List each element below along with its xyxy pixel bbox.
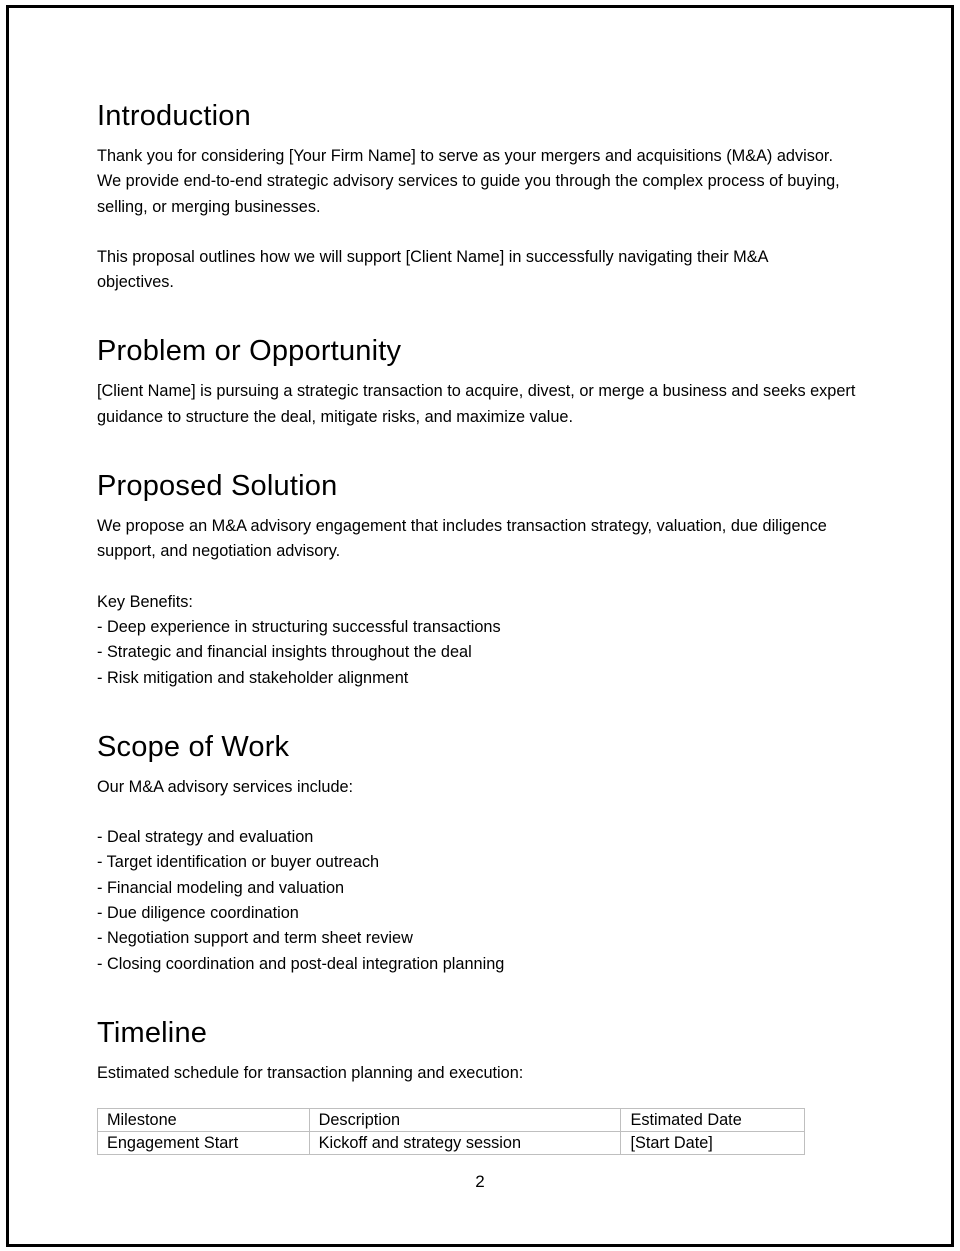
list-item: - Negotiation support and term sheet review xyxy=(97,929,413,948)
table-header-cell: Milestone xyxy=(98,1109,310,1132)
table-cell: Engagement Start xyxy=(98,1132,310,1155)
text-line: We provide end-to-end strategic advisory services to guide you through the complex process of buying, xyxy=(97,172,840,191)
list-item: - Risk mitigation and stakeholder alignment xyxy=(97,668,409,687)
text-line: This proposal outlines how we will support [Client Name] in successfully navigating their M&A xyxy=(97,247,769,266)
list-item: - Financial modeling and valuation xyxy=(97,878,345,897)
text-line: Thank you for considering [Your Firm Name] to serve as your mergers and acquisitions (M&A) advisor. xyxy=(97,147,833,165)
list-item: - Target identification or buyer outreach xyxy=(97,853,380,872)
scope-intro: Our M&A advisory services include: xyxy=(97,777,354,796)
text-line: We propose an M&A advisory engagement that includes transaction strategy, valuation, due diligence xyxy=(97,517,827,536)
timeline-intro: Estimated schedule for transaction planning and execution: xyxy=(97,1063,524,1082)
table-row xyxy=(98,1132,805,1155)
scope-heading: Scope of Work xyxy=(97,730,290,763)
text-line: support, and negotiation advisory. xyxy=(97,542,341,561)
solution-paragraph xyxy=(97,514,877,565)
introduction-paragraph-1 xyxy=(97,144,877,220)
solution-heading: Proposed Solution xyxy=(97,470,338,503)
key-benefits-list xyxy=(97,590,877,691)
timeline-heading: Timeline xyxy=(97,1016,208,1049)
introduction-heading: Introduction xyxy=(97,100,251,132)
introduction-paragraph-2 xyxy=(97,245,877,296)
text-line: [Client Name] is pursuing a strategic transaction to acquire, divest, or merge a business and seeks expert xyxy=(97,382,856,401)
list-item: - Closing coordination and post-deal integration planning xyxy=(97,954,505,973)
list-item: - Strategic and financial insights throughout the deal xyxy=(97,643,472,662)
list-item: - Deep experience in structuring successful transactions xyxy=(97,617,501,636)
list-item: - Deal strategy and evaluation xyxy=(97,828,314,847)
table-header-cell: Estimated Date xyxy=(621,1109,805,1132)
text-line: selling, or merging businesses. xyxy=(97,197,321,216)
text-line: objectives. xyxy=(97,273,174,292)
problem-paragraph xyxy=(97,379,877,430)
list-item: - Due diligence coordination xyxy=(97,904,299,923)
key-benefits-label: Key Benefits: xyxy=(97,592,193,611)
problem-heading: Problem or Opportunity xyxy=(97,335,402,368)
page-number: 2 xyxy=(475,1172,485,1191)
table-cell: [Start Date] xyxy=(621,1132,805,1155)
table-header-row xyxy=(98,1109,805,1132)
table-cell: Kickoff and strategy session xyxy=(309,1132,621,1155)
text-line: guidance to structure the deal, mitigate risks, and maximize value. xyxy=(97,407,574,426)
scope-list xyxy=(97,825,877,977)
timeline-table xyxy=(97,1108,805,1155)
document-body xyxy=(97,96,877,1155)
table-header-cell: Description xyxy=(309,1109,621,1132)
